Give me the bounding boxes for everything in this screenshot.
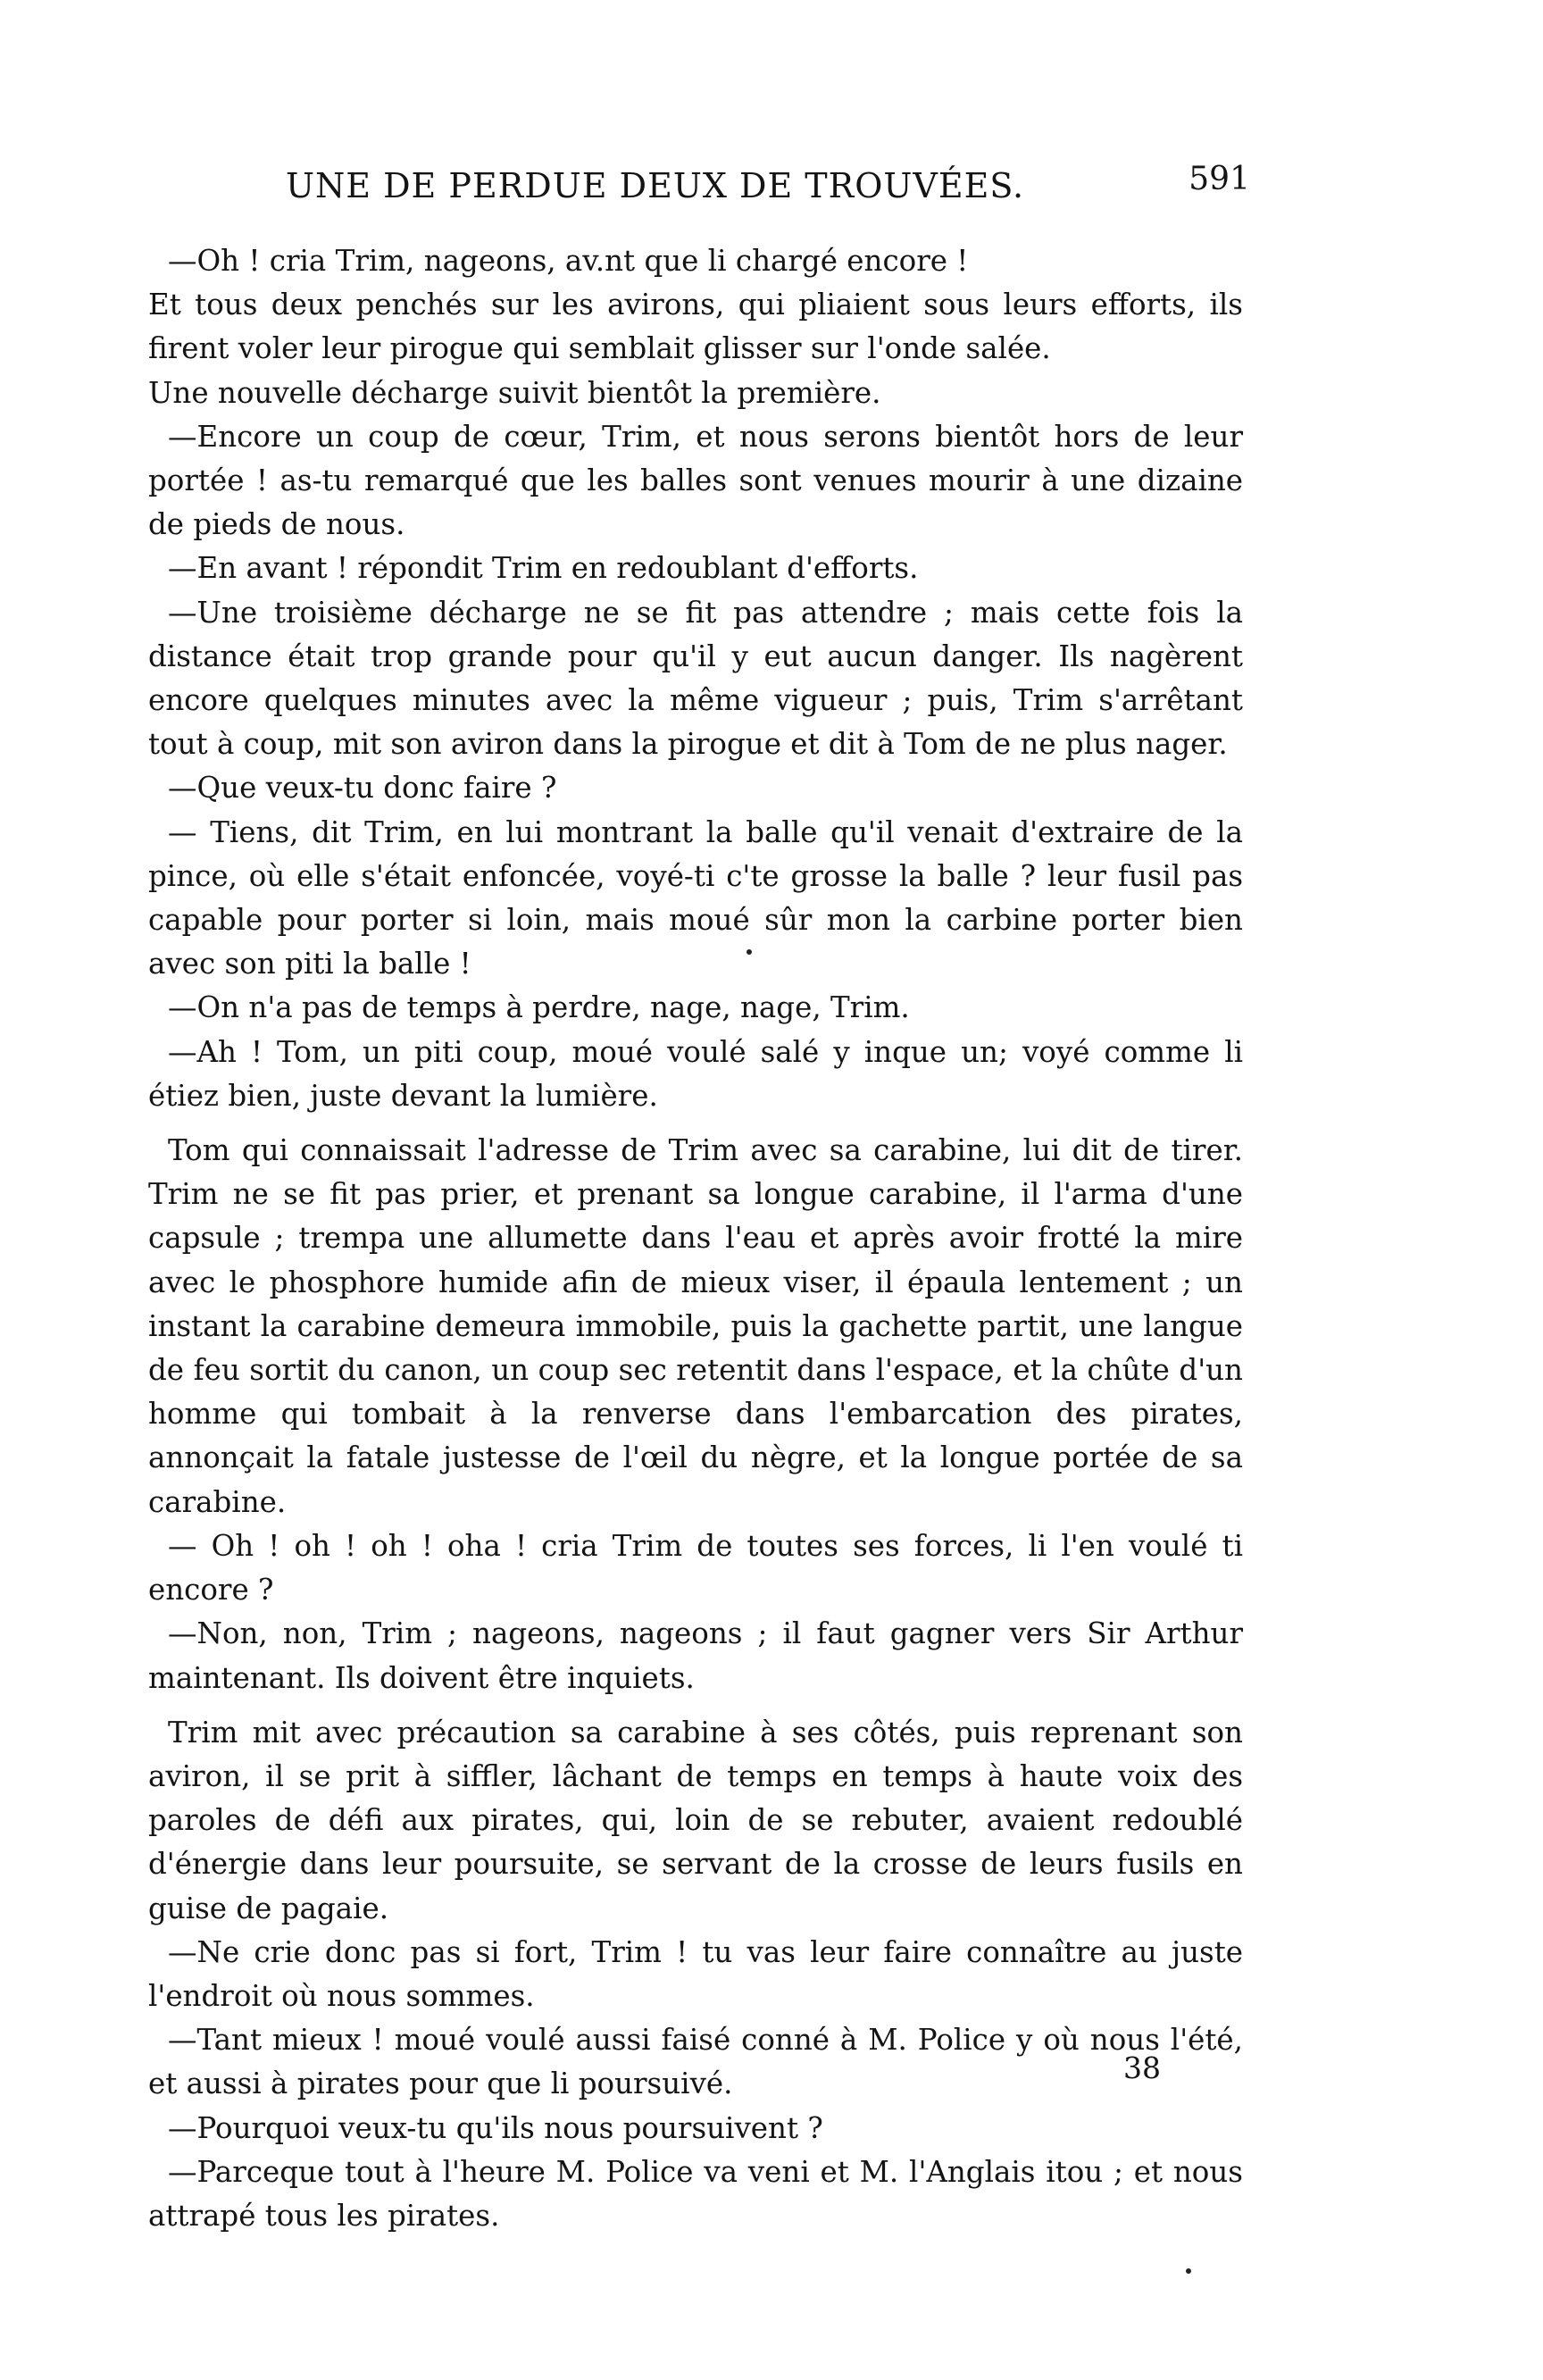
paragraph: —Parceque tout à l'heure M. Police va veni et M. l'Anglais itou ; et nous attrapé tous les pirates.	[148, 2154, 1243, 2233]
paragraph: —Ne crie donc pas si fort, Trim ! tu vas leur faire connaître au juste l'endroit où nous sommes.	[148, 1934, 1243, 2013]
paragraph: —Une troisième décharge ne se fit pas attendre ; mais cette fois la distance était trop grande pour qu'il y eut aucun danger. Ils nagèrent encore quelques minutes avec la même vigueur ; puis, Trim s'arrêtant tout à coup, mit son aviron dans la pirogue et dit à Tom de ne plus nager.	[148, 595, 1243, 762]
ink-speck	[1186, 2268, 1191, 2274]
paragraph: —Tant mieux ! moué voulé aussi faisé conné à M. Police y où nous l'été, et aussi à pirates pour que li poursuivé.	[148, 2023, 1243, 2101]
paragraph: Et tous deux penchés sur les avirons, qui pliaient sous leurs efforts, ils firent voler leur pirogue qui semblait glisser sur l'onde salée.	[148, 288, 1243, 366]
paragraph: — Tiens, dit Trim, en lui montrant la balle qu'il venait d'extraire de la pince, où elle s'était enfoncée, voyé-ti c'te grosse la balle ? leur fusil pas capable pour porter si loin, mais moué sûr mon la carbine porter bien avec son piti la balle !	[148, 814, 1243, 981]
paragraph: Tom qui connaissait l'adresse de Trim avec sa carabine, lui dit de tirer. Trim ne se fit pas prier, et prenant sa longue carabine, il l'arma d'une capsule ; trempa une allumette dans l'eau et après avoir frotté la mire avec le phosphore humide afin de mieux viser, il épaula lentement ; un instant la carabine demeura immobile, puis la gachette partit, une langue de feu sortit du canon, un coup sec retentit dans l'espace, et la chûte d'un homme qui tombait à la renverse dans l'embarcation des pirates, annonçait la fatale justesse de l'œil du nègre, et la longue portée de sa carabine.	[148, 1133, 1243, 1519]
paragraph: Une nouvelle décharge suivit bientôt la première.	[148, 375, 881, 410]
paragraph: Trim mit avec précaution sa carabine à ses côtés, puis reprenant son aviron, il se prit à siffler, lâchant de temps en temps à haute voix des paroles de défi aux pirates, qui, loin de se rebuter, avaient redoublé d'énergie dans leur poursuite, se servant de la crosse de leurs fusils en guise de pagaie.	[148, 1715, 1243, 1925]
paragraph: —Non, non, Trim ; nageons, nageons ; il faut gagner vers Sir Arthur maintenant. Ils doivent être inquiets.	[148, 1616, 1243, 1695]
paragraph: — Oh ! oh ! oh ! oha ! cria Trim de toutes ses forces, li l'en voulé ti encore ?	[148, 1528, 1243, 1608]
paragraph: —On n'a pas de temps à perdre, nage, nage, Trim.	[168, 990, 910, 1025]
page-number: 591	[1189, 161, 1250, 197]
paragraph: —Que veux-tu donc faire ?	[168, 771, 557, 806]
ink-speck	[746, 949, 752, 955]
text-body	[148, 239, 1243, 2238]
paragraph: —Ah ! Tom, un piti coup, moué voulé salé y inque un; voyé comme li étiez bien, juste devant la lumière.	[148, 1034, 1243, 1113]
paragraph: —Oh ! cria Trim, nageons, av.nt que li chargé encore !	[168, 244, 969, 278]
running-header	[286, 161, 1250, 220]
paragraph: —Encore un coup de cœur, Trim, et nous serons bientôt hors de leur portée ! as-tu remarqué que les balles sont venues mourir à une dizaine de pieds de nous.	[148, 419, 1243, 542]
paragraph: —Pourquoi veux-tu qu'ils nous poursuivent ?	[168, 2110, 823, 2145]
running-title: UNE DE PERDUE DEUX DE TROUVÉES.	[286, 166, 1025, 205]
signature-mark: 38	[1123, 2050, 1161, 2085]
paragraph: —En avant ! répondit Trim en redoublant d'efforts.	[168, 551, 919, 586]
